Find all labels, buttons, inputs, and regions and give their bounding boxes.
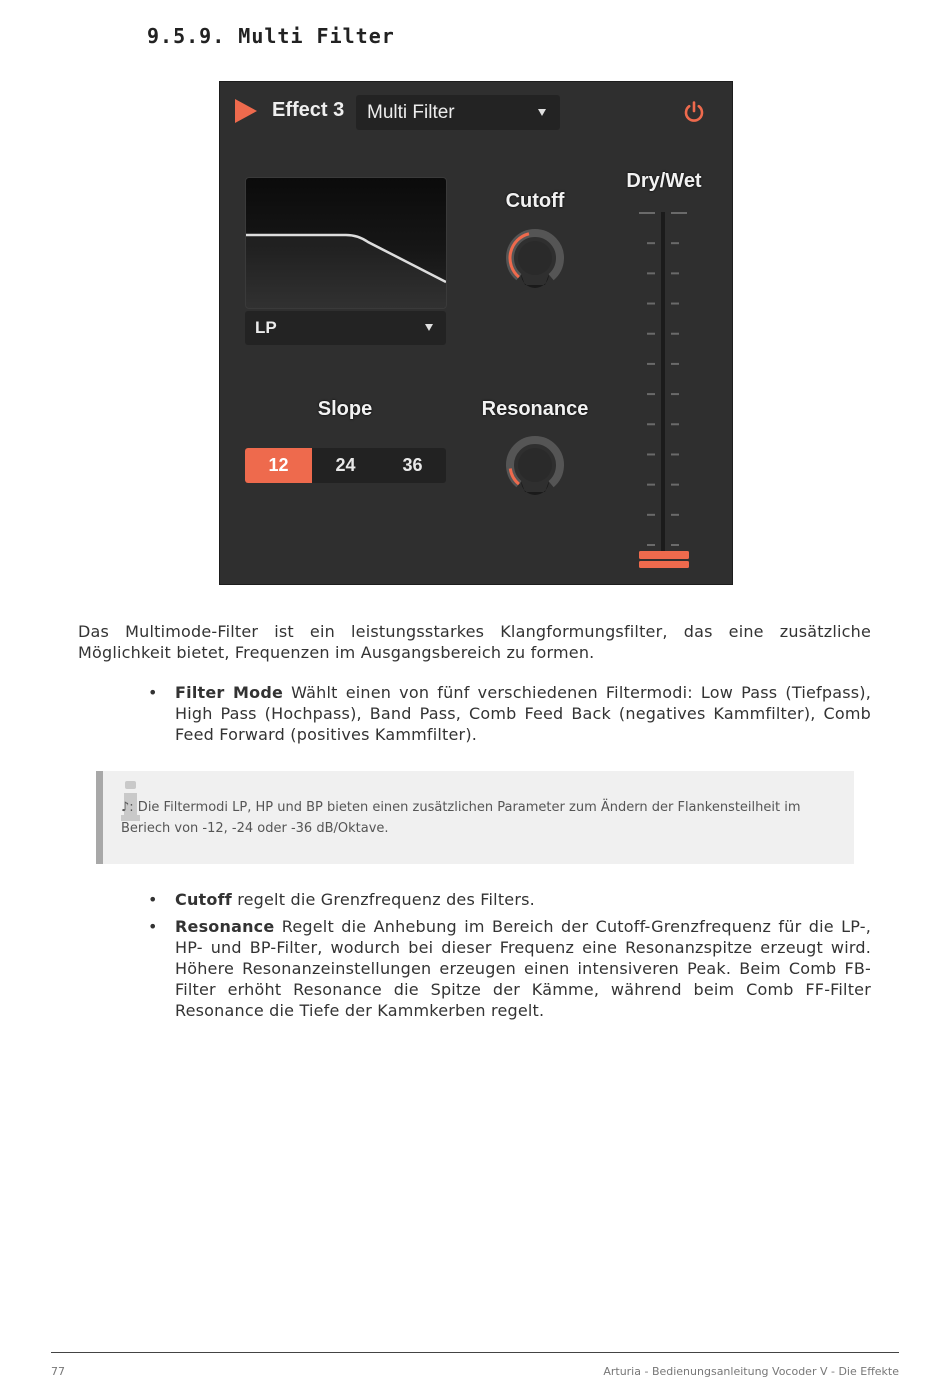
fader-tick [647, 393, 655, 395]
drywet-label: Dry/Wet [626, 170, 702, 192]
knob-cap [518, 448, 552, 482]
fader-handle[interactable] [639, 551, 689, 559]
play-icon[interactable] [235, 99, 257, 123]
cutoff-label: Cutoff [505, 190, 565, 212]
chevron-down-icon [538, 109, 546, 116]
intro-paragraph: Das Multimode-Filter ist ein leistungsstarkes Klangformungsfilter, das eine zusätzliche Möglichkeit bietet, Frequenzen im Ausgangsbereich zu formen. [78, 622, 871, 662]
fader-tick [671, 484, 679, 486]
power-icon[interactable] [682, 100, 706, 124]
filter-mode-value: LP [255, 318, 277, 337]
term: Resonance [175, 917, 275, 936]
list-item [175, 889, 871, 910]
knob-cap [518, 241, 552, 275]
fader-tick [647, 272, 655, 274]
list-item [175, 682, 871, 745]
fader-tick [639, 212, 655, 214]
fader-tick [647, 423, 655, 425]
fader-tick [671, 393, 679, 395]
effect-slot-label: Effect 3 [272, 99, 345, 121]
fader-tick [671, 212, 687, 214]
fader-tick [647, 303, 655, 305]
bullet-list-cutoff-resonance [175, 889, 871, 1027]
slope-label: Slope [317, 398, 373, 420]
description: Wählt einen von fünf verschiedenen Filtermodi: Low Pass (Tiefpass), High Pass (Hochpass), Band Pass, Comb Feed Back (negatives Kammfilter), Comb Feed Forward (positives Kammfilter). [175, 683, 871, 744]
fader-tick [671, 363, 679, 365]
fader-handle-base[interactable] [639, 561, 689, 568]
footer-divider [51, 1352, 899, 1353]
fader-tick [647, 333, 655, 335]
slope-option-36[interactable]: 36 [402, 455, 423, 475]
fader-tick [671, 333, 679, 335]
fader-tick [647, 484, 655, 486]
knob-base [521, 481, 549, 495]
fader-tick [647, 453, 655, 455]
fader-tick [671, 423, 679, 425]
page-number: 77 [51, 1365, 65, 1378]
fader-tick [671, 514, 679, 516]
term: Cutoff [175, 890, 232, 909]
fader-track [661, 212, 665, 556]
slope-option-12[interactable]: 12 [245, 448, 312, 483]
note-text: ♪: Die Filtermodi LP, HP und BP bieten einen zusätzlichen Parameter zum Ändern der Flankensteilheit im Beriech von -12, -24 oder -36 dB/Oktave. [121, 800, 801, 836]
fader-tick [671, 303, 679, 305]
description: Regelt die Anhebung im Bereich der Cutoff-Grenzfrequenz für die LP-, HP- und BP-Filter, wodurch bei dieser Frequenz eine Resonanzspitze erzeugt wird. Höhere Resonanzeinstellungen erzeugen einen intensiveren Peak. Beim Comb FB-Filter erhöht Resonance die Spitze der Kämme, während beim Comb FF-Filter Resonance die Tiefe der Kammkerben regelt. [175, 917, 871, 1020]
cutoff-knob[interactable] [504, 227, 566, 289]
multi-filter-panel [219, 81, 733, 585]
info-note [96, 771, 854, 864]
fader-tick [647, 363, 655, 365]
chevron-down-icon [425, 324, 433, 331]
effect-type-value: Multi Filter [367, 102, 455, 123]
section-heading: 9.5.9. Multi Filter [147, 24, 395, 48]
footer-title: Arturia - Bedienungsanleitung Vocoder V - Die Effekte [603, 1365, 899, 1378]
resonance-knob[interactable] [504, 434, 566, 496]
term: Filter Mode [175, 683, 284, 702]
slope-option-24[interactable]: 24 [335, 455, 356, 475]
filter-curve-display [245, 177, 447, 309]
fader-tick [671, 544, 679, 546]
fader-tick [647, 544, 655, 546]
fader-tick [647, 514, 655, 516]
filter-mode-dropdown[interactable] [245, 311, 446, 345]
resonance-label: Resonance [481, 398, 589, 420]
list-item [175, 916, 871, 1021]
effect-type-dropdown[interactable] [356, 95, 560, 130]
bullet-list-filter-mode [175, 682, 871, 751]
fader-tick [671, 272, 679, 274]
drywet-fader[interactable] [635, 208, 691, 578]
fader-tick [647, 242, 655, 244]
description: regelt die Grenzfrequenz des Filters. [231, 890, 535, 909]
knob-base [521, 274, 549, 288]
fader-tick [671, 242, 679, 244]
slope-selector [245, 448, 446, 483]
fader-tick [671, 453, 679, 455]
